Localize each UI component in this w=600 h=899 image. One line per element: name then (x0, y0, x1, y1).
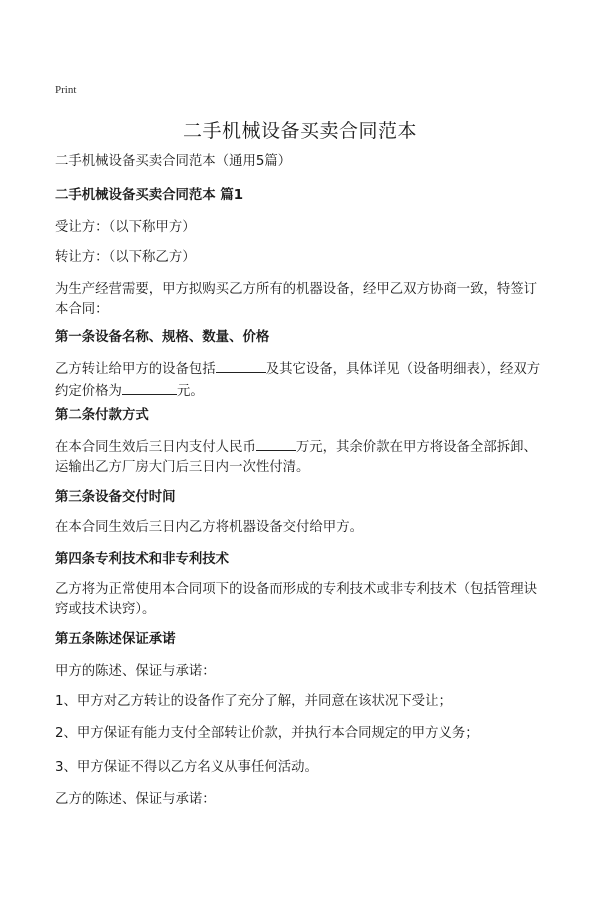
article2-paragraph (55, 436, 550, 478)
article4-heading: 第四条专利技术和非专利技术 (55, 552, 230, 567)
article1-text-part1: 乙方转让给甲方的设备包括 (55, 362, 216, 377)
party-a-line: 受让方：（以下称甲方） (55, 220, 196, 235)
party-a-reps-heading: 甲方的陈述、保证与承诺： (55, 664, 216, 679)
blank-device-name (216, 358, 266, 373)
blank-price (122, 380, 177, 395)
article2-heading: 第二条付款方式 (55, 408, 149, 423)
rep-item-3: 3、甲方保证不得以乙方名义从事任何活动。 (55, 760, 318, 775)
rep-item-1: 1、甲方对乙方转让的设备作了充分了解，并同意在该状况下受让； (55, 694, 452, 709)
blank-amount (256, 436, 296, 451)
intro-paragraph: 为生产经营需要，甲方拟购买乙方所有的机器设备，经甲乙双方协商一致，特签订本合同： (55, 282, 538, 317)
article3-heading: 第三条设备交付时间 (55, 490, 176, 505)
article3-paragraph: 在本合同生效后三日内乙方将机器设备交付给甲方。 (55, 520, 363, 535)
article4-paragraph: 乙方将为正常使用本合同项下的设备而形成的专利技术或非专利技术（包括管理诀窍或技术诀窍）。 (55, 582, 538, 617)
section-heading: 二手机械设备买卖合同范本 篇1 (55, 188, 244, 203)
article1-text-part3: 元。 (176, 384, 204, 399)
document-title: 二手机械设备买卖合同范本 (182, 120, 417, 142)
article2-text-part2: 万元，其余价款在甲方将设备全部拆卸、运输出乙方厂房大门后三日内一次性付清。 (55, 440, 537, 475)
article5-heading: 第五条陈述保证承诺 (55, 632, 176, 647)
party-b-reps-heading: 乙方的陈述、保证与承诺： (55, 792, 216, 807)
article1-paragraph (55, 358, 550, 402)
document-subtitle: 二手机械设备买卖合同范本（通用5篇） (55, 154, 292, 169)
rep-item-2: 2、甲方保证有能力支付全部转让价款，并执行本合同规定的甲方义务； (55, 726, 479, 741)
article2-text-part1: 在本合同生效后三日内支付人民币 (55, 440, 256, 455)
print-link[interactable]: Print (55, 84, 77, 96)
article1-text-part2: 及其它设备，具体详见（设备明细表），经双方约定价格为 (55, 362, 541, 399)
party-b-line: 转让方：（以下称乙方） (55, 250, 196, 265)
article1-heading: 第一条设备名称、规格、数量、价格 (55, 330, 270, 345)
